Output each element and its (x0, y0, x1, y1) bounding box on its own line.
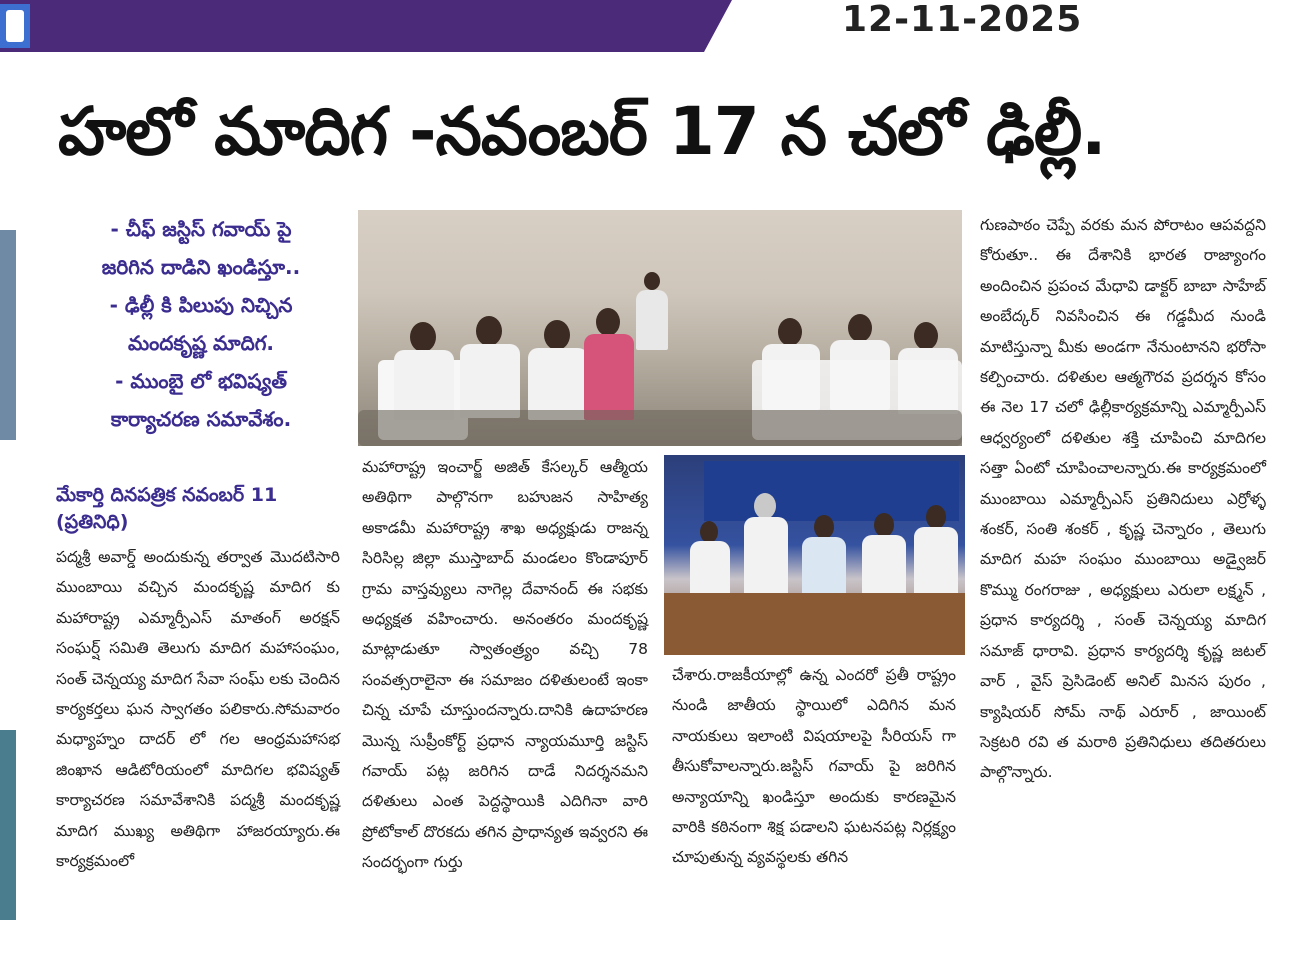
subhead-line: జరిగిన దాడిని ఖండిస్తూ.. (101, 255, 301, 279)
article-text: మహారాష్ట్ర ఇంచార్జ్ అజిత్ కేసల్కర్ ఆత్మీయ అతిథిగా పాల్గొనగా బహుజన సాహిత్య అకాడమీ మహారాష్ట్ర శాఖ అధ్యక్షుడు రాజన్న సిరిసిల్ల జిల్లా ముస్తాబాద్ మండలం కొండాపూర్ గ్రామ వాస్తవ్యులు నాగెల్ల దేవానంద్ ఈ సభకు అధ్యక్షత వహించారు. అనంతరం మందకృష్ణ మాట్లాడుతూ స్వాతంత్ర్యం వచ్చి 78 సంవత్సరాలైనా ఈ సమాజం దళితులంటే ఇంకా చిన్న చూపే చూస్తుందన్నారు.దానికి ఉదాహరణ మొన్న సుప్రీంకోర్ట్ ప్రధాన న్యాయమూర్తి జస్టిస్ గవాయ్ పట్ల జరిగిన దాడే నిదర్శనమని దళితులు ఎంత పెద్దస్థాయికి ఎదిగినా వారి ప్రోటోకాల్ దొరకదు తగిన ప్రాధాన్యత ఇవ్వరని ఈ సందర్భంగా గుర్తు (362, 458, 648, 872)
subhead-line: కార్యాచరణ సమావేశం. (110, 407, 292, 431)
adjacent-photo-strip (0, 730, 16, 920)
subheads (66, 210, 336, 438)
subhead-line: - ఢిల్లీ కి పిలుపు నిచ్చిన (109, 293, 293, 317)
article-column-4 (980, 210, 1266, 788)
date-label: 12-11-2025 (842, 0, 1083, 40)
headline: హలో మాదిగ -నవంబర్ 17 న చలో ఢిల్లీ. (58, 93, 1106, 170)
newspaper-logo-icon (0, 4, 30, 48)
adjacent-photo-strip (0, 230, 16, 440)
article-column-2 (362, 452, 648, 878)
subhead-line: - ముంబై లో భవిష్యత్ (115, 369, 287, 393)
article-column-1 (56, 542, 340, 876)
article-text: చేశారు.రాజకీయాల్లో ఉన్న ఎందరో ప్రతీ రాష్ట్రం నుండి జాతీయ స్థాయిలో ఎదిగిన మన నాయకులు ఇలాంటి విషయాలపై సీరియస్ గా తీసుకోవాలన్నారు.జస్టిస్ గవాయ్ పై జరిగిన అన్యాయాన్ని ఖండిస్తూ అందుకు కారణమైన వారికి కఠినంగా శిక్ష పడాలని ఘటనపట్ల నిర్లక్ష్యం చూపుతున్న వ్యవస్థలకు తగిన (672, 666, 956, 867)
article-text: గుణపాఠం చెప్పే వరకు మన పోరాటం ఆపవద్దని కోరుతూ.. ఈ దేశానికి భారత రాజ్యాంగం అందించిన ప్రపంచ మేధావి డాక్టర్ బాబా సాహేబ్ అంబేద్కర్ నివసించిన ఈ గడ్డమీద నుండి మాటిస్తున్నా మీకు అండగా నేనుంటానని భరోసా కల్పించారు. దళితుల ఆత్మగౌరవ ప్రదర్శన కోసం ఈ నెల 17 చలో ఢిల్లీకార్యక్రమాన్ని ఎమ్మార్పీఎస్ ఆధ్వర్యంలో దళితుల శక్తి చూపించి మాదిగల సత్తా ఏంటో చూపించాలన్నారు.ఈ కార్యక్రమంలో ముంబాయి ఎమ్మార్పీఎస్ ప్రతినిదులు ఎర్రోళ్ళ శంకర్, సంతి శంకర్ , కృష్ణ చెన్నారం , తెలుగు మాదిగ మహ సంఘం ముంబాయి అడ్వైజర్ కొమ్ము రంగరాజు , అధ్యక్షులు ఎరులా లక్ష్మన్ , ప్రధాన కార్యదర్శి , సంత్ చెన్నయ్య మాదిగ సమాజ్ ధారావి. ప్రధాన కార్యదర్శి కృష్ణ జటల్ వార్ , వైస్ ప్రెసిడెంట్ అనిల్ మినస పురం , క్యాషియర్ సోమ్ నాథ్ ఎరూర్ , జాయింట్ సెక్రటరి రవి త మరాఠి ప్రతినిధులు తదితరులు పాల్గొన్నారు. (980, 216, 1266, 782)
audience-photo (358, 210, 962, 446)
subhead-line: మందకృష్ణ మాదిగ. (127, 331, 275, 355)
subhead-line: - చీఫ్ జస్టిస్ గవాయ్ పై (110, 217, 292, 241)
byline: మేకార్తి దినపత్రిక నవంబర్ 11 (ప్రతినిధి) (56, 484, 278, 533)
header-bar (0, 0, 1278, 52)
stage-photo (664, 455, 965, 655)
article-text: పద్మశ్రీ అవార్డ్ అందుకున్న తర్వాత మొదటిసారి ముంబాయి వచ్చిన మందకృష్ణ మాదిగ కు మహారాష్ట్ర ఎమ్మార్పీఎస్ మాతంగ్ అరక్షన్ సంఘర్ష్ సమితి తెలుగు మాదిగ మహాసంఘం, సంత్ చెన్నయ్య మాదిగ సేవా సంఘ్ లకు చెందిన కార్యకర్తలు ఘన స్వాగతం పలికారు.సోమవారం మధ్యాహ్నం దాదర్ లో గల ఆంధ్రమహాసభ జింఖాన ఆడిటోరియంలో మాదిగల భవిష్యత్ కార్యాచరణ సమావేశానికి పద్మశ్రీ మందకృష్ణ మాదిగ ముఖ్య అతిథిగా హాజరయ్యారు.ఈ కార్యక్రమంలో (56, 548, 341, 871)
article-column-3 (672, 660, 956, 873)
